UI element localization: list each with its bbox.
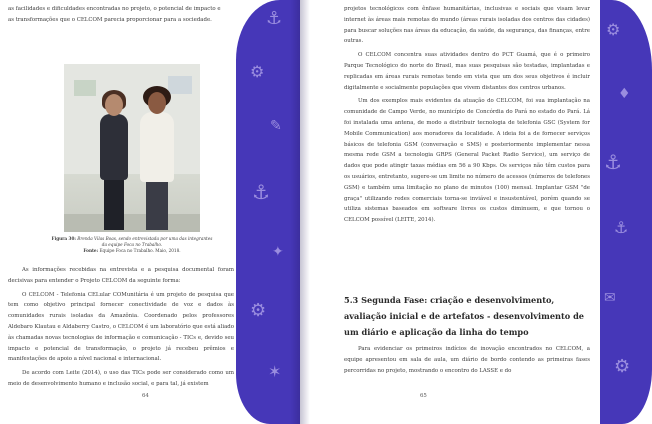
page-number-right: 65 <box>420 393 427 399</box>
right-paragraph-2: O CELCOM concentra suas atividades dentro do PCT Guamá, que é o primeiro Parque Tecnológico do norte do Brasil, mas suas pesquisas são testadas, implantadas e replicadas em áreas rurais remotas tendo em vista que um dos seus objetivos é incluir digitalmente e socialmente populações que vivem distantes dos centros urbanos. <box>344 52 590 91</box>
source-label: Fonte: <box>83 248 99 254</box>
left-top-line-2: as transformações que o CELCOM parecia proporcionar para a sociedade. <box>8 16 212 23</box>
figure-caption <box>40 236 224 255</box>
envelope-icon: ✉ <box>604 290 616 306</box>
caption-label: Figura 30: <box>51 236 76 241</box>
anchor-icon: ⚓ <box>614 218 629 237</box>
anchor-icon: ⚓ <box>266 8 283 29</box>
pencil-icon: ✎ <box>270 118 282 134</box>
source-text: Equipe Foca no Trabalho. Maio, 2018. <box>99 248 181 254</box>
sparkle-icon: ✶ <box>268 362 282 381</box>
caption-line-2: da equipe Foca no Trabalho. <box>101 242 163 248</box>
decorative-band-right <box>600 0 652 424</box>
section-heading: 5.3 Segunda Fase: criação e desenvolvimento, avaliação inicial e de artefatos - desenvolvimento de um diário e aplicação da linha do tempo <box>344 295 585 337</box>
diamond-icon: ♦ <box>618 86 631 102</box>
anchor-icon: ⚓ <box>604 150 622 174</box>
gear-icon: ⚙ <box>250 62 265 81</box>
interview-photo <box>64 64 200 232</box>
left-top-text <box>8 4 234 26</box>
book-gutter <box>290 0 310 424</box>
right-bottom-text <box>344 344 590 376</box>
right-paragraph-3: Um dos exemplos mais evidentes da atuação do CELCOM, foi sua implantação na comunidade de Campo Verde, no município de Concórdia do Pará no estado do Pará. Lá foi instalada uma antena, de modo a distribuir tecnologia de telefonia GSC (System for Mobile Communication) aos moradores da localidade. A ideia foi a de fornecer serviços básicos de telefonia GSM (conversação e SMS) e posteriormente implementar nessa mesma rede GSM a tecnologia GRPS (General Packet Radio Service), um serviço de dados que pode atingir taxas médias em 56 a 90 Kbps. Os serviços não têm custos para os usuários, entretanto, sugere-se um limite no número de acessos (números de telefones GSM) e também uma limitação no plano de minutos (100) mensal. Implantar GSM "de graça" utilizando redes comerciais torna-se inviável e insustentável, porém quando se utiliza sistemas baseados em software livres os custos diminuem, e que tornou o CELCOM possível (LEITE, 2014). <box>344 98 590 224</box>
right-paragraph-1: projetos tecnológicos com ênfase humanitárias, inclusivas e sociais que visam levar internet às áreas mais remotas do mundo (áreas rurais isoladas dos centros das cidades) para buscar soluções nas áreas da educação, da saúde, da segurança, das finanças, entre outras. <box>344 6 590 45</box>
gear-icon: ⚙ <box>606 20 621 39</box>
gear-icon: ⚙ <box>250 300 267 321</box>
caption-line-1: Brenda Vilas Boas, sendo entrevistada por uma das integrantes <box>77 236 213 241</box>
gear-icon: ⚙ <box>614 356 631 377</box>
page-number-left: 64 <box>142 393 149 399</box>
left-paragraph-3: De acordo com Leite (2014), o uso das TICs pode ser considerado como um meio de desenvolvimento humano e inclusão social, e para tal, já existem <box>8 370 234 387</box>
left-page <box>0 0 300 424</box>
left-body-text <box>8 265 234 390</box>
star-icon: ✦ <box>272 244 284 260</box>
right-bottom-paragraph: Para evidenciar os primeiros indícios de inovação encontrados no CELCOM, a equipe apresentou em sala de aula, um diário de bordo contendo as primeiras fases percorridas no projeto, mostrando o encontro do LASSE e do <box>344 346 590 374</box>
left-paragraph-2: O CELCOM - Telefonia CELular COMunitária é um projeto de pesquisa que tem como objetivo principal fornecer conectividade de voz e dados às comunidades rurais isoladas da Amazônia. Coordenado pelos professores Aldebaro Klautau e Aldaberry Castro, o CELCOM é um laboratório que está aliado às chamadas novas tecnologias de informação e comunicação - TICs e, devido seu impacto e potencial de transformação, o projeto já recebeu prêmios e manifestações de apoio a nível nacional e internacional. <box>8 291 234 363</box>
right-body-text <box>344 4 590 226</box>
left-top-line-1: as facilidades e dificuldades encontradas no projeto, o potencial de impacto e <box>8 6 221 12</box>
anchor-icon: ⚓ <box>252 180 270 204</box>
left-paragraph-1: As informações recebidas na entrevista e a pesquisa documental foram decisivas para entender o Projeto CELCOM da seguinte forma: <box>8 267 234 284</box>
